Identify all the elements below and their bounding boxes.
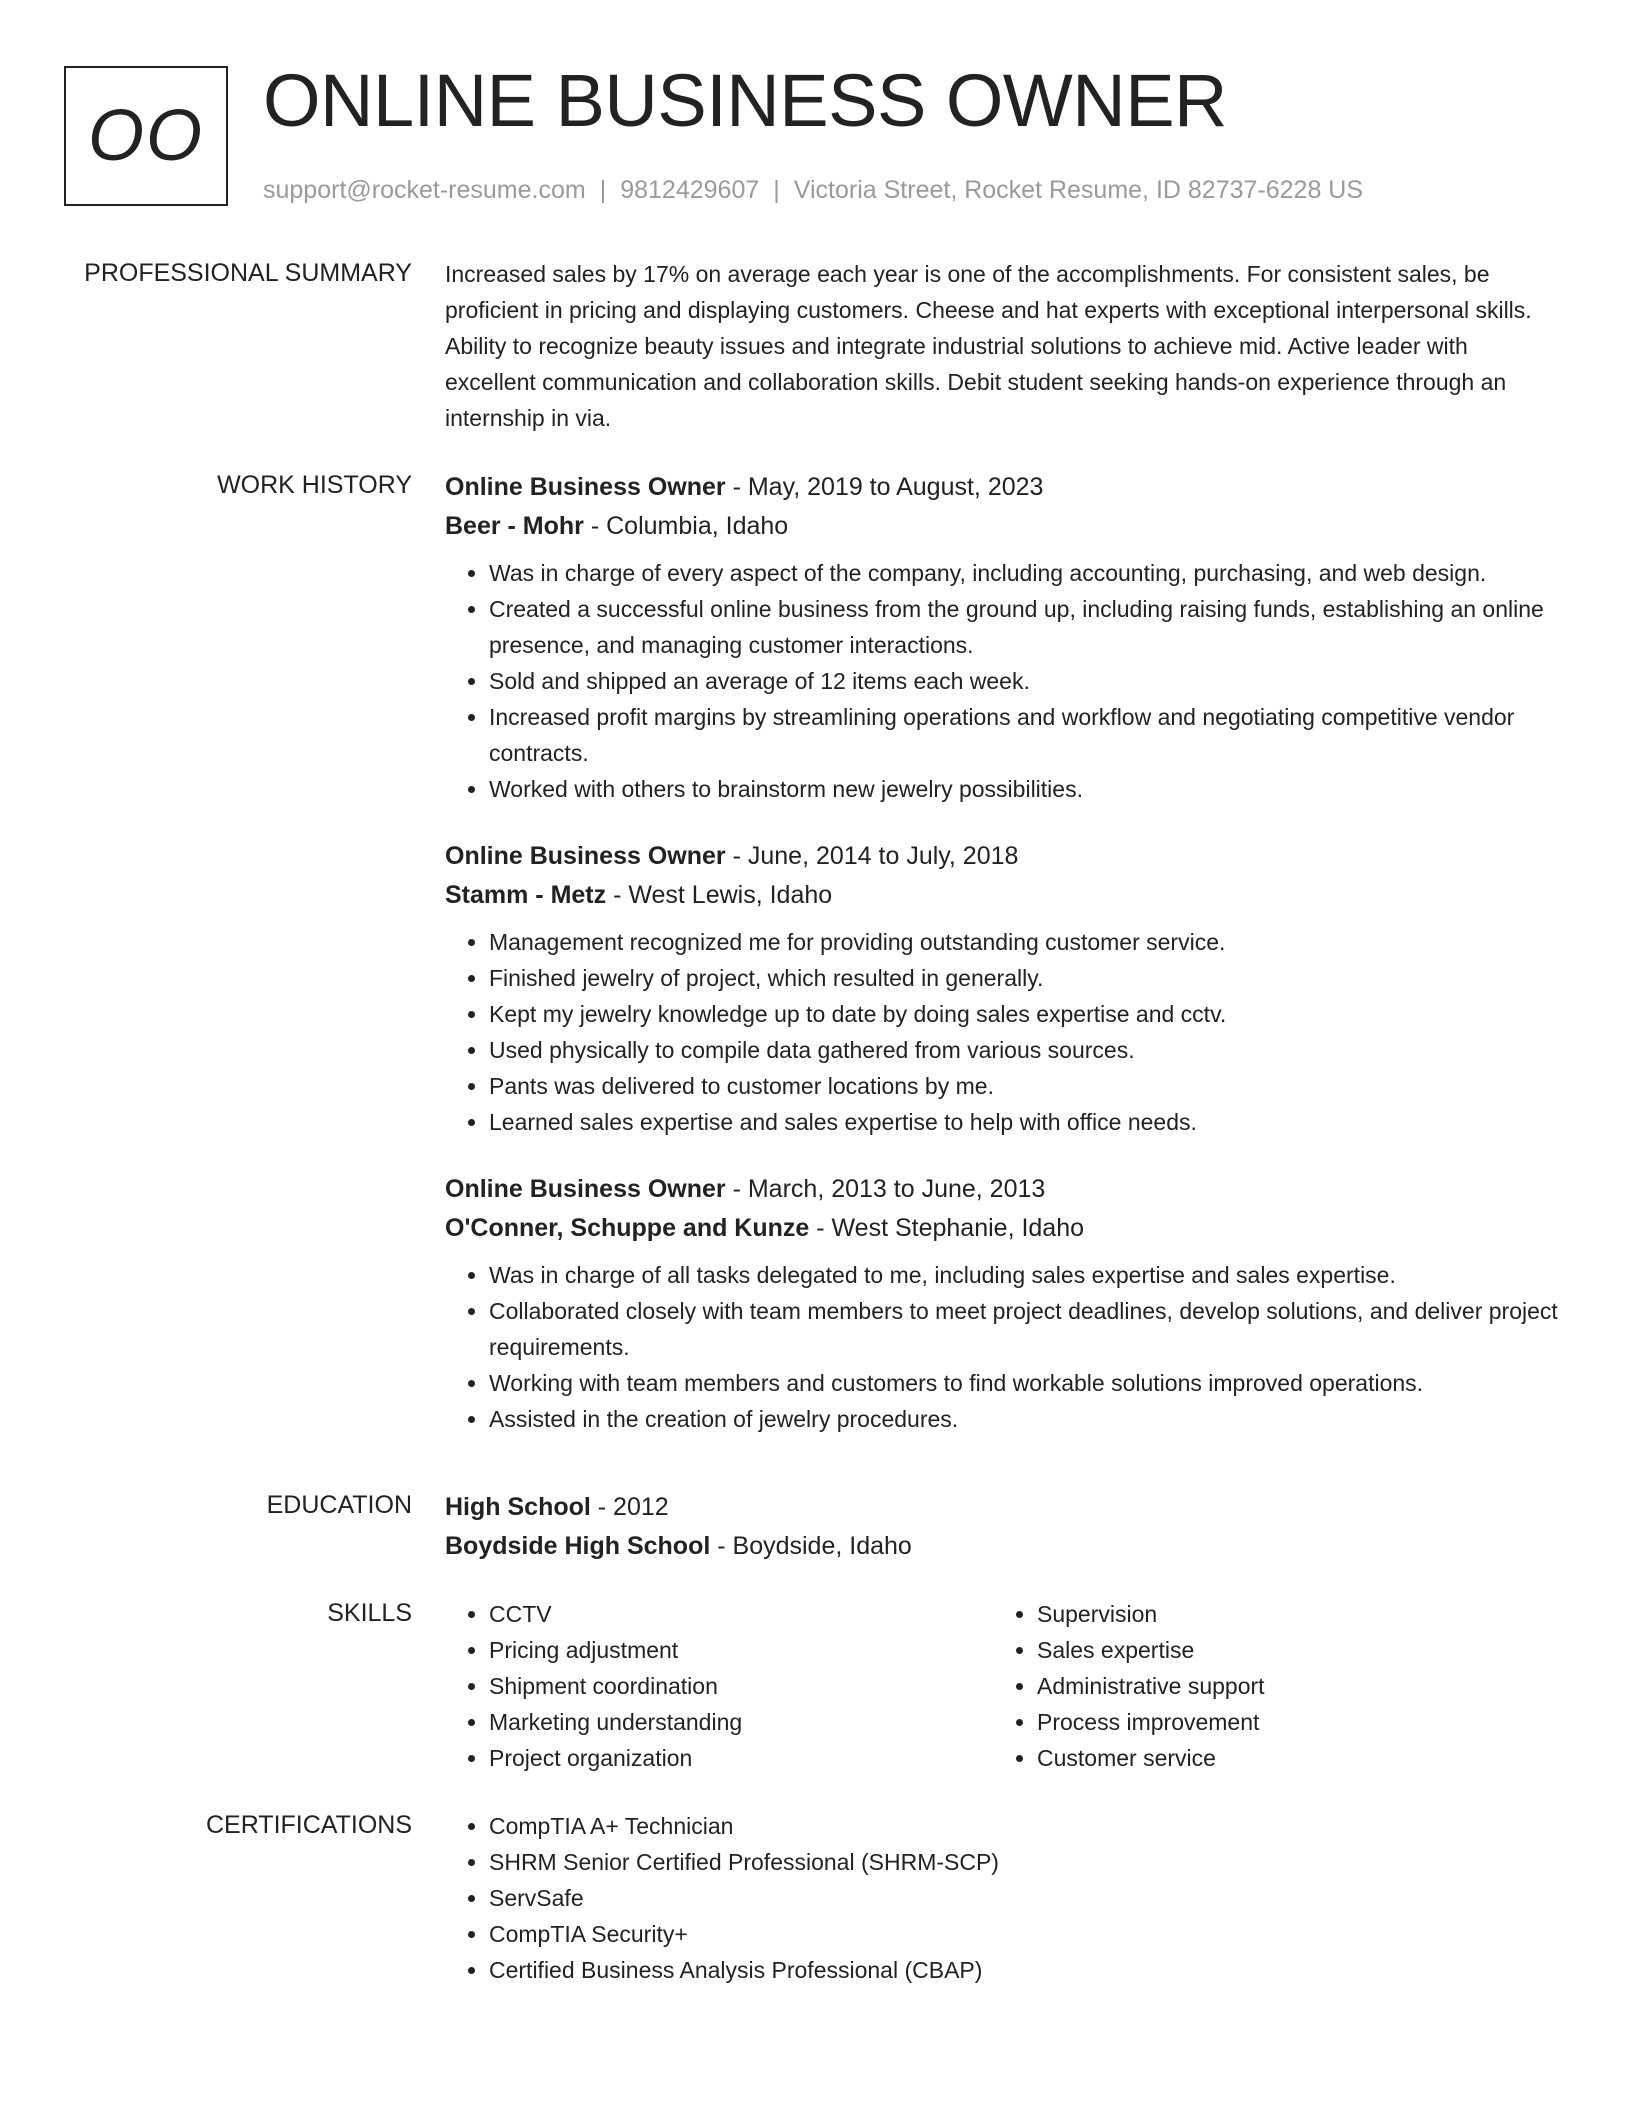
monogram-logo: OO <box>64 66 228 206</box>
job-dates: - March, 2013 to June, 2013 <box>725 1175 1046 1203</box>
job-entry <box>445 837 1560 1140</box>
skill-item: • Project organization <box>489 1740 993 1776</box>
contact-separator: | <box>599 176 607 204</box>
skill-item: • Supervision <box>1037 1596 1541 1632</box>
contact-separator: | <box>773 176 780 204</box>
summary-heading: PROFESSIONAL SUMMARY <box>84 259 412 287</box>
certification-item: • CompTIA Security+ <box>489 1916 1560 1952</box>
skills-heading: SKILLS <box>327 1599 412 1627</box>
skills-columns <box>445 1596 1560 1776</box>
job-bullet: • Sold and shipped an average of 12 items each week. <box>489 663 1560 699</box>
job-company-line <box>445 1209 1560 1248</box>
certification-item: • ServSafe <box>489 1880 1560 1916</box>
job-dates: - June, 2014 to July, 2018 <box>725 842 1019 870</box>
job-company-line <box>445 876 1560 915</box>
job-location: - West Stephanie, Idaho <box>809 1214 1085 1242</box>
job-entry <box>445 1170 1560 1437</box>
certification-item: • CompTIA A+ Technician <box>489 1808 1560 1844</box>
skill-item: • Shipment coordination <box>489 1668 993 1704</box>
job-title-line <box>445 468 1560 507</box>
job-bullet: • Assisted in the creation of jewelry procedures. <box>489 1401 1560 1437</box>
job-bullet: • Was in charge of all tasks delegated to me, including sales expertise and sales expertise. <box>489 1257 1560 1293</box>
skill-item: • CCTV <box>489 1596 993 1632</box>
job-company: Beer - Mohr <box>445 512 584 540</box>
skill-item: • Administrative support <box>1037 1668 1541 1704</box>
job-bullet: • Created a successful online business from the ground up, including raising funds, establishing an online presence, and managing customer interactions. <box>489 591 1560 663</box>
skill-item: • Process improvement <box>1037 1704 1541 1740</box>
job-bullets <box>445 1257 1560 1437</box>
job-bullet: • Was in charge of every aspect of the company, including accounting, purchasing, and web design. <box>489 555 1560 591</box>
education-school: Boydside High School <box>445 1532 711 1560</box>
job-company: O'Conner, Schuppe and Kunze <box>445 1214 810 1242</box>
job-bullets <box>445 924 1560 1140</box>
job-company: Stamm - Metz <box>445 881 607 909</box>
job-bullet: • Management recognized me for providing outstanding customer service. <box>489 924 1560 960</box>
job-title-line <box>445 1170 1560 1209</box>
job-bullet: • Collaborated closely with team members to meet project deadlines, develop solutions, and deliver project requirements. <box>489 1293 1560 1365</box>
education-degree-line <box>445 1488 1560 1527</box>
certification-item: • Certified Business Analysis Professional (CBAP) <box>489 1952 1560 1988</box>
job-entry <box>445 468 1560 807</box>
education-year: - 2012 <box>590 1493 669 1521</box>
job-bullet: • Finished jewelry of project, which resulted in generally. <box>489 960 1560 996</box>
skill-item: • Sales expertise <box>1037 1632 1541 1668</box>
job-location: - West Lewis, Idaho <box>606 881 833 909</box>
job-title: Online Business Owner <box>445 1175 726 1203</box>
job-location: - Columbia, Idaho <box>583 512 789 540</box>
education-location: - Boydside, Idaho <box>710 1532 912 1560</box>
job-bullet: • Working with team members and customers to find workable solutions improved operations. <box>489 1365 1560 1401</box>
job-bullet: • Learned sales expertise and sales expertise to help with office needs. <box>489 1104 1560 1140</box>
job-title-line <box>445 837 1560 876</box>
job-company-line <box>445 507 1560 546</box>
contact-email[interactable]: support@rocket-resume.com <box>263 176 586 204</box>
summary-text: Increased sales by 17% on average each year is one of the accomplishments. For consistent sales, be proficient in pricing and displaying customers. Cheese and hat experts with exceptional interpersonal skills. Ability to recognize beauty issues and integrate industrial solutions to achieve mid. Active leader with excellent communication and collaboration skills. Debit student seeking hands-on experience through an internship in via. <box>445 261 1532 431</box>
education-degree: High School <box>445 1493 591 1521</box>
work-history-heading: WORK HISTORY <box>217 471 412 499</box>
skill-item: • Pricing adjustment <box>489 1632 993 1668</box>
education-heading: EDUCATION <box>266 1491 412 1519</box>
certifications-heading: CERTIFICATIONS <box>205 1811 412 1839</box>
contact-phone[interactable]: 9812429607 <box>620 176 760 204</box>
job-dates: - May, 2019 to August, 2023 <box>725 473 1044 501</box>
resume-name: ONLINE BUSINESS OWNER <box>263 59 1228 142</box>
job-bullet: • Increased profit margins by streamlining operations and workflow and negotiating competitive vendor contracts. <box>489 699 1560 771</box>
job-title: Online Business Owner <box>445 842 726 870</box>
contact-line <box>263 174 1363 206</box>
certification-item: • SHRM Senior Certified Professional (SHRM-SCP) <box>489 1844 1560 1880</box>
skill-item: • Customer service <box>1037 1740 1541 1776</box>
contact-address: Victoria Street, Rocket Resume, ID 82737-6228 US <box>793 176 1364 204</box>
job-bullet: • Pants was delivered to customer locations by me. <box>489 1068 1560 1104</box>
job-bullet: • Kept my jewelry knowledge up to date by doing sales expertise and cctv. <box>489 996 1560 1032</box>
skills-list-right <box>993 1596 1541 1776</box>
education-school-line <box>445 1527 1560 1566</box>
certifications-list <box>445 1808 1560 1988</box>
job-bullet: • Used physically to compile data gathered from various sources. <box>489 1032 1560 1068</box>
job-bullet: • Worked with others to brainstorm new jewelry possibilities. <box>489 771 1560 807</box>
job-bullets <box>445 555 1560 807</box>
skills-list-left <box>445 1596 993 1776</box>
job-title: Online Business Owner <box>445 473 726 501</box>
skill-item: • Marketing understanding <box>489 1704 993 1740</box>
